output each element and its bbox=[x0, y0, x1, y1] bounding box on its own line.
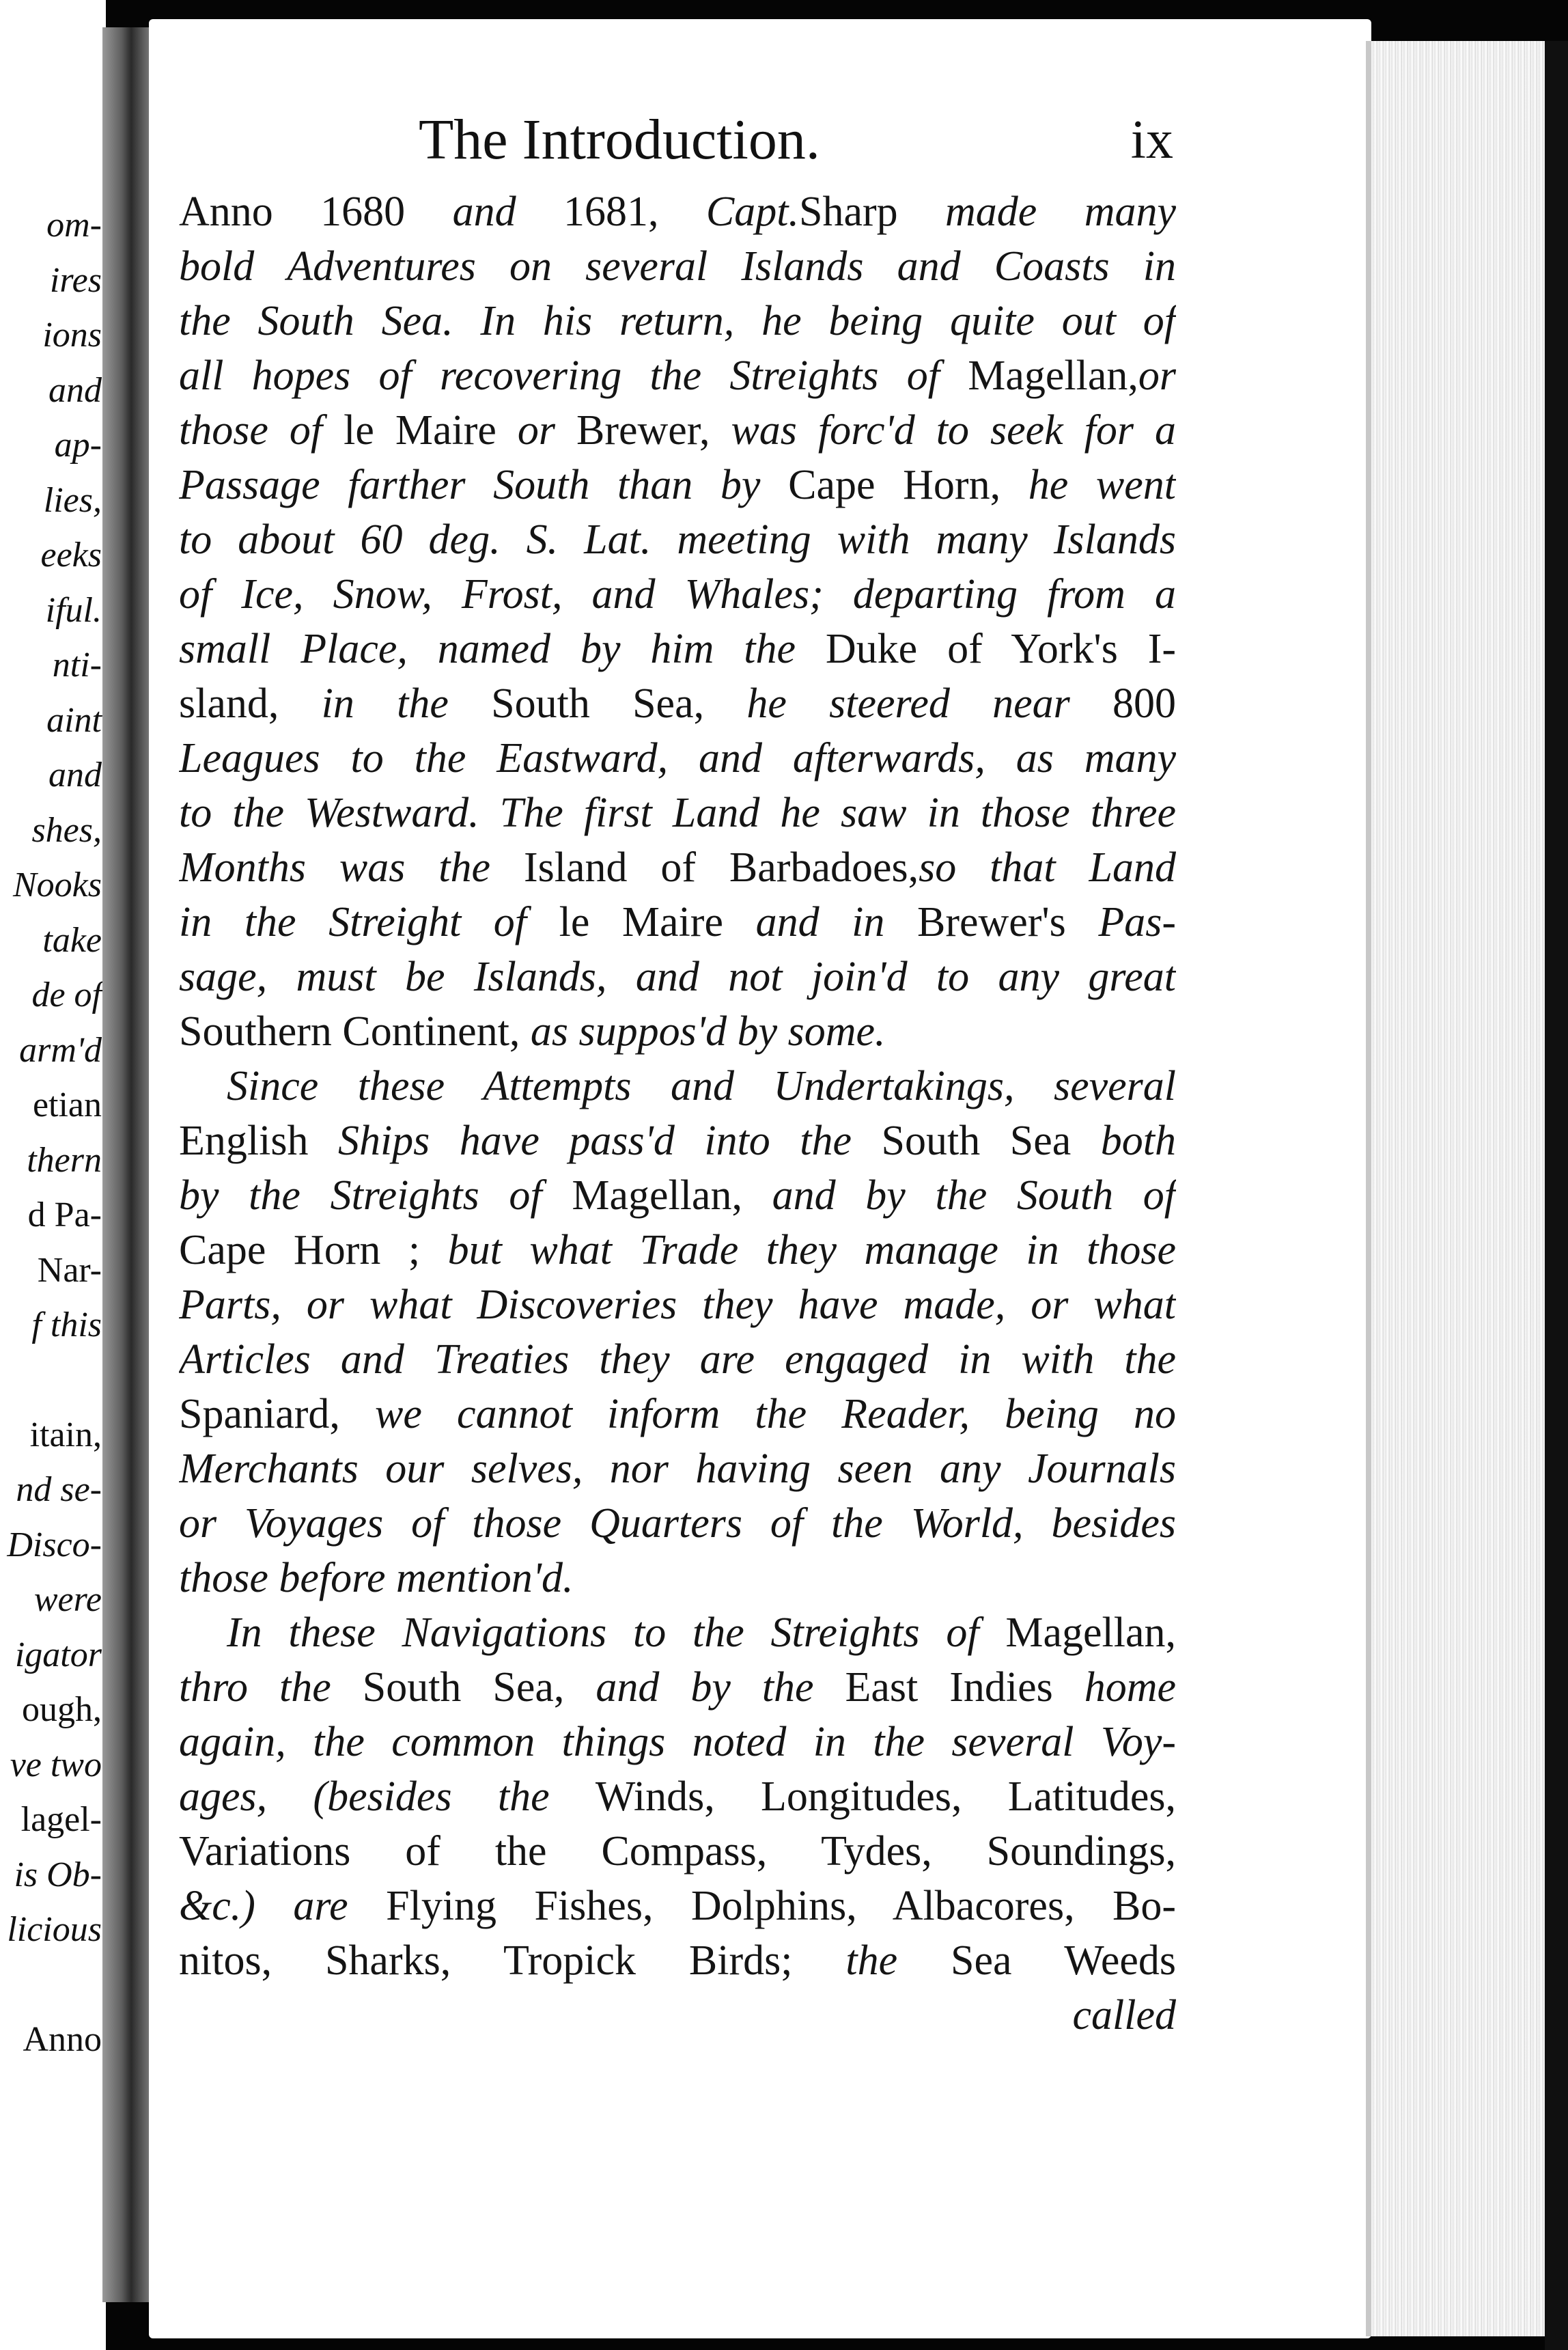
italic-run: to about 60 deg. S. Lat. meeting with many Islands bbox=[179, 516, 1176, 563]
text-line bbox=[179, 512, 1176, 567]
text-line bbox=[179, 1441, 1176, 1496]
roman-run: le Maire bbox=[559, 899, 756, 945]
facing-page-line-fragment: arm'd bbox=[19, 1031, 102, 1070]
text-line bbox=[179, 458, 1176, 512]
italic-run: small Place, named by him the bbox=[179, 626, 826, 672]
facing-page-line-fragment: om- bbox=[46, 206, 102, 245]
text-line bbox=[179, 294, 1176, 348]
text-line bbox=[179, 1114, 1176, 1168]
facing-page-line-fragment: nti- bbox=[52, 646, 102, 685]
italic-run: both bbox=[1100, 1118, 1176, 1164]
facing-page-line-fragment: Disco- bbox=[7, 1525, 102, 1564]
roman-run: South Sea bbox=[881, 1118, 1101, 1164]
roman-run: East Indies bbox=[845, 1664, 1084, 1711]
roman-run: Magellan, bbox=[572, 1172, 772, 1219]
text-line bbox=[179, 1879, 1176, 1933]
facing-page-line-fragment: iful. bbox=[45, 591, 102, 630]
facing-page-line-fragment: nd se- bbox=[16, 1470, 102, 1509]
facing-page-fragment bbox=[0, 0, 106, 2350]
facing-page-line-fragment: aint bbox=[46, 701, 102, 740]
roman-run: Variations of the Compass, Tydes, Soundings, bbox=[179, 1828, 1176, 1875]
roman-run: Spaniard, bbox=[179, 1391, 376, 1437]
paragraph bbox=[179, 1605, 1176, 1988]
roman-run: 1681, bbox=[563, 189, 706, 235]
italic-run: of Ice, Snow, Frost, and Whales; departing from a bbox=[179, 571, 1176, 618]
text-line bbox=[179, 1933, 1176, 1988]
book-gutter bbox=[102, 27, 150, 2302]
text-line bbox=[179, 403, 1176, 458]
paragraph bbox=[179, 184, 1176, 1059]
italic-run: Months was the bbox=[179, 844, 524, 891]
italic-run: and by the South of bbox=[772, 1172, 1176, 1219]
facing-page-line-fragment: Anno bbox=[23, 2020, 102, 2059]
italic-run: Passage farther South than by bbox=[179, 462, 789, 508]
roman-run: Magellan, bbox=[1005, 1609, 1176, 1656]
facing-page-line-fragment: de of bbox=[31, 976, 102, 1014]
page-edge-shadow bbox=[1545, 41, 1568, 2350]
text-line bbox=[179, 1496, 1176, 1551]
italic-run: was forc'd to seek for a bbox=[731, 407, 1176, 454]
italic-run: or bbox=[1138, 352, 1176, 399]
italic-run: Ships have pass'd into the bbox=[337, 1118, 882, 1164]
facing-page-line-fragment: Nooks bbox=[13, 866, 102, 904]
text-line bbox=[179, 1223, 1176, 1277]
text-line bbox=[179, 1332, 1176, 1387]
text-line bbox=[179, 348, 1176, 403]
roman-run: Island of Barbadoes, bbox=[523, 844, 919, 891]
text-line bbox=[179, 895, 1176, 950]
italic-run: thro the bbox=[179, 1664, 363, 1711]
italic-run: and in bbox=[755, 899, 917, 945]
italic-run: &c.) bbox=[179, 1883, 294, 1929]
facing-page-line-fragment: ions bbox=[42, 316, 102, 355]
facing-page-line-fragment: d Pa- bbox=[27, 1195, 102, 1234]
roman-run: Brewer's bbox=[916, 899, 1099, 945]
italic-run: those of bbox=[179, 407, 344, 454]
text-line bbox=[179, 1004, 1176, 1059]
text-line bbox=[179, 239, 1176, 294]
text-line bbox=[179, 1715, 1176, 1769]
page-edges bbox=[1366, 41, 1550, 2336]
italic-run: or Voyages of those Quarters of the World, besides bbox=[179, 1500, 1176, 1547]
roman-run: Cape Horn ; bbox=[179, 1227, 448, 1273]
italic-run: ages, (besides the bbox=[179, 1773, 596, 1820]
italic-run: all hopes of recovering the Streights of bbox=[179, 352, 968, 399]
facing-page-line-fragment: shes, bbox=[31, 811, 102, 850]
italic-run: we cannot inform the Reader, being no bbox=[375, 1391, 1176, 1437]
italic-run: sage, must be Islands, and not join'd to any great bbox=[179, 954, 1176, 1000]
facing-page-line-fragment: were bbox=[33, 1580, 102, 1619]
facing-page-line-fragment: igator bbox=[14, 1635, 102, 1674]
roman-run: English bbox=[179, 1118, 338, 1164]
text-line bbox=[179, 1277, 1176, 1332]
italic-run: those before mention'd. bbox=[179, 1555, 574, 1601]
roman-run: le Maire bbox=[344, 407, 518, 454]
italic-run: Merchants our selves, nor having seen any Journals bbox=[179, 1446, 1176, 1492]
facing-page-line-fragment: ough, bbox=[22, 1690, 102, 1729]
italic-run: or bbox=[517, 407, 576, 454]
facing-page-line-fragment: lagel- bbox=[20, 1800, 102, 1839]
text-line bbox=[179, 184, 1176, 239]
italic-run: by the Streights of bbox=[179, 1172, 572, 1219]
text-line bbox=[179, 622, 1176, 676]
roman-run: South Sea, bbox=[491, 680, 747, 727]
roman-run: Anno 1680 bbox=[179, 189, 453, 235]
text-line bbox=[179, 1168, 1176, 1223]
roman-run: Magellan, bbox=[968, 352, 1138, 399]
page-number: ix bbox=[1130, 110, 1173, 170]
facing-page-line-fragment: ap- bbox=[54, 426, 102, 465]
facing-page-line-fragment: f this bbox=[31, 1305, 102, 1344]
text-line bbox=[179, 1824, 1176, 1879]
italic-run: bold Adventures on several Islands and Coasts in bbox=[179, 243, 1176, 290]
facing-page-line-fragment: and bbox=[48, 371, 102, 410]
roman-run: Duke of York's I- bbox=[825, 626, 1176, 672]
body-text bbox=[179, 184, 1176, 2043]
italic-run: and bbox=[452, 189, 563, 235]
italic-run: are bbox=[293, 1883, 387, 1929]
italic-run: in the Streight of bbox=[179, 899, 559, 945]
roman-run: South Sea, bbox=[362, 1664, 596, 1711]
italic-run: Since these Attempts and Undertakings, several bbox=[227, 1063, 1176, 1109]
italic-run: Capt. bbox=[705, 189, 799, 235]
facing-page-line-fragment: and bbox=[48, 756, 102, 794]
text-line bbox=[179, 950, 1176, 1004]
italic-run: the bbox=[845, 1937, 951, 1984]
facing-page-line-fragment: is Ob- bbox=[14, 1855, 102, 1894]
italic-run: the South Sea. In his return, he being quite out of bbox=[179, 298, 1176, 344]
roman-run: Flying Fishes, Dolphins, Albacores, Bo- bbox=[386, 1883, 1176, 1929]
italic-run: and by the bbox=[596, 1664, 845, 1711]
roman-run: Brewer, bbox=[576, 407, 731, 454]
facing-page-line-fragment: thern bbox=[27, 1141, 102, 1180]
italic-run: he steered near bbox=[746, 680, 1112, 727]
italic-run: in the bbox=[321, 680, 492, 727]
italic-run: to the Westward. The first Land he saw in those three bbox=[179, 790, 1176, 836]
facing-page-line-fragment: Nar- bbox=[37, 1251, 102, 1290]
italic-run: he went bbox=[1028, 462, 1176, 508]
facing-page-line-fragment: ires bbox=[49, 261, 102, 300]
catchword: called bbox=[1072, 1992, 1176, 2038]
roman-run: Cape Horn, bbox=[788, 462, 1028, 508]
text-line bbox=[179, 1605, 1176, 1660]
text-line bbox=[179, 1059, 1176, 1114]
italic-run: so that Land bbox=[919, 844, 1176, 891]
facing-page-line-fragment: licious bbox=[7, 1910, 102, 1949]
facing-page-line-fragment: lies, bbox=[43, 481, 102, 520]
facing-page-line-fragment: etian bbox=[32, 1086, 102, 1124]
roman-run: Sea Weeds bbox=[951, 1937, 1176, 1984]
facing-page-line-fragment: eeks bbox=[40, 536, 102, 575]
text-line bbox=[179, 731, 1176, 786]
roman-run: Southern Continent, bbox=[179, 1008, 531, 1055]
italic-run: home bbox=[1084, 1664, 1176, 1711]
roman-run: Sharp bbox=[798, 189, 946, 235]
text-line bbox=[179, 1660, 1176, 1715]
italic-run: made many bbox=[945, 189, 1176, 235]
facing-page-line-fragment: itain, bbox=[29, 1415, 102, 1454]
text-line bbox=[179, 786, 1176, 840]
italic-run: but what Trade they manage in those bbox=[447, 1227, 1176, 1273]
italic-run: In these Navigations to the Streights of bbox=[227, 1609, 1006, 1656]
roman-run: sland, bbox=[179, 680, 322, 727]
italic-run: as suppos'd by some. bbox=[530, 1008, 886, 1055]
italic-run: again, the common things noted in the several Voy- bbox=[179, 1719, 1176, 1765]
text-line bbox=[179, 840, 1176, 895]
paragraph bbox=[179, 1059, 1176, 1605]
roman-run: nitos, Sharks, Tropick Birds; bbox=[179, 1937, 846, 1984]
roman-run: 800 bbox=[1112, 680, 1176, 727]
facing-page-line-fragment: take bbox=[42, 921, 102, 960]
facing-page-line-fragment: ve two bbox=[10, 1745, 102, 1784]
text-line bbox=[179, 676, 1176, 731]
text-line bbox=[179, 1769, 1176, 1824]
text-line bbox=[179, 567, 1176, 622]
page-header bbox=[149, 102, 1173, 178]
text-line bbox=[179, 1551, 1176, 1605]
roman-run: Winds, Longitudes, Latitudes, bbox=[595, 1773, 1176, 1820]
italic-run: Leagues to the Eastward, and afterwards, as many bbox=[179, 735, 1176, 782]
text-line bbox=[179, 1387, 1176, 1441]
italic-run: Pas- bbox=[1098, 899, 1176, 945]
running-head: The Introduction. bbox=[419, 108, 820, 171]
italic-run: Parts, or what Discoveries they have made, or what bbox=[179, 1282, 1176, 1328]
italic-run: Articles and Treaties they are engaged in with the bbox=[179, 1336, 1176, 1383]
